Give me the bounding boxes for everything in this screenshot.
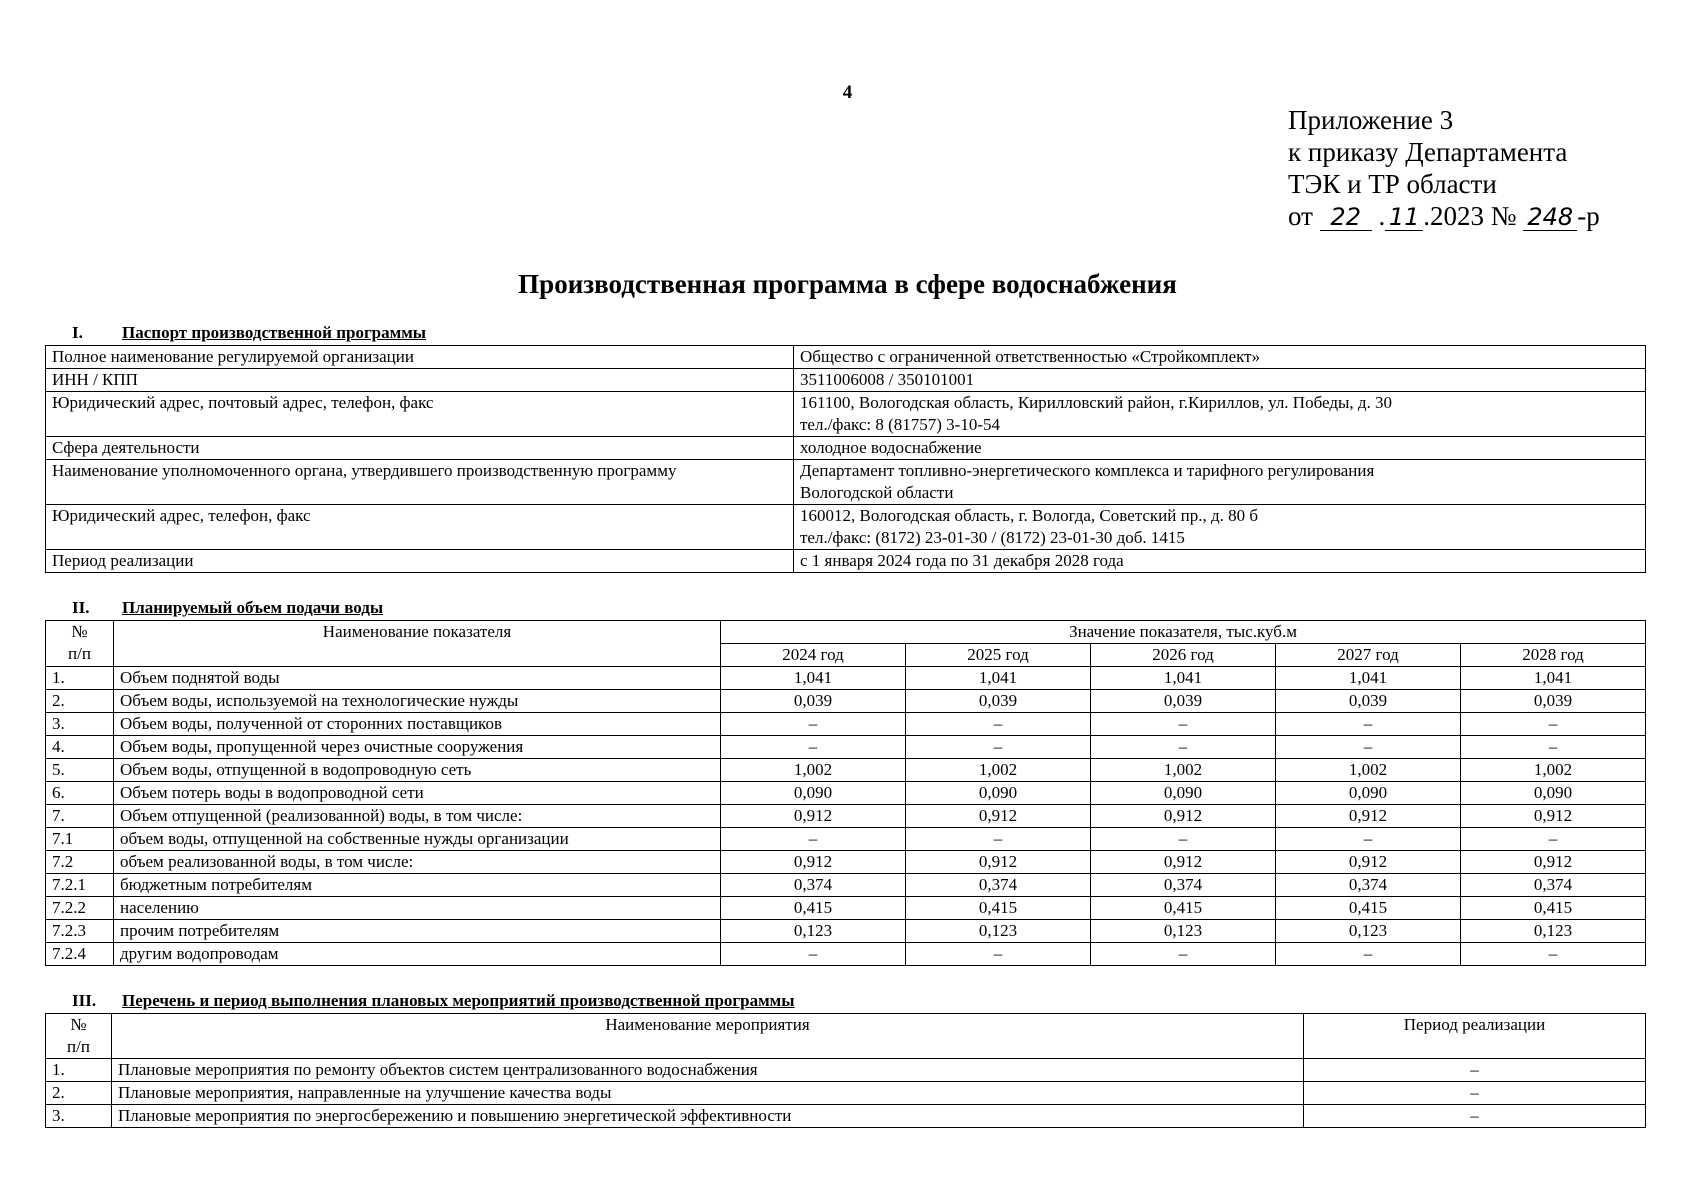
row-value: 0,374 — [1276, 874, 1461, 897]
row-value: 0,039 — [721, 690, 906, 713]
passport-value-line1: 160012, Вологодская область, г. Вологда, Советский пр., д. 80 б — [800, 506, 1259, 525]
row-indicator-name: Объем воды, используемой на технологические нужды — [114, 690, 721, 713]
row-value: – — [721, 943, 906, 966]
col-header-number — [46, 621, 114, 667]
table-row — [46, 1082, 1646, 1105]
handwritten-number: 248 — [1523, 204, 1577, 231]
row-value: 0,374 — [1461, 874, 1646, 897]
table-row — [46, 782, 1646, 805]
row-value: 0,912 — [1091, 805, 1276, 828]
row-number: 6. — [46, 782, 114, 805]
row-value: 0,090 — [1461, 782, 1646, 805]
table-row — [46, 759, 1646, 782]
measures-col-period: Период реализации — [1304, 1014, 1646, 1059]
passport-row — [46, 437, 1646, 460]
measure-number: 2. — [46, 1082, 112, 1105]
row-value: 0,912 — [906, 805, 1091, 828]
row-value: 1,002 — [906, 759, 1091, 782]
col-header-year: 2028 год — [1461, 644, 1646, 667]
row-value: – — [1461, 713, 1646, 736]
row-value: 0,912 — [721, 805, 906, 828]
row-indicator-name: населению — [114, 897, 721, 920]
row-value: 1,002 — [721, 759, 906, 782]
row-indicator-name: Объем поднятой воды — [114, 667, 721, 690]
passport-value — [794, 346, 1646, 369]
row-indicator-name: объем реализованной воды, в том числе: — [114, 851, 721, 874]
section-3-number: III. — [72, 991, 97, 1010]
row-value: 0,912 — [1091, 851, 1276, 874]
row-value: 0,039 — [1276, 690, 1461, 713]
passport-label: Сфера деятельности — [46, 437, 794, 460]
col-header-number-line1: № — [71, 622, 88, 641]
row-value: 1,041 — [1461, 667, 1646, 690]
passport-value — [794, 460, 1646, 505]
section-3-title: Перечень и период выполнения плановых мероприятий производственной программы — [122, 991, 795, 1010]
row-value: – — [1276, 943, 1461, 966]
row-number: 5. — [46, 759, 114, 782]
measure-period: – — [1304, 1059, 1646, 1082]
passport-value — [794, 505, 1646, 550]
passport-label: Наименование уполномоченного органа, утвердившего производственную программу — [46, 460, 794, 505]
volume-header-row — [46, 621, 1646, 644]
table-row — [46, 690, 1646, 713]
passport-value-line1: Общество с ограниченной ответственностью «Стройкомплект» — [800, 347, 1261, 366]
row-value: 0,912 — [1461, 805, 1646, 828]
passport-value-line2: тел./факс: 8 (81757) 3-10-54 — [800, 415, 1000, 434]
passport-label: Юридический адрес, телефон, факс — [46, 505, 794, 550]
section-1-heading — [72, 323, 426, 343]
row-value: – — [906, 943, 1091, 966]
col-header-year: 2024 год — [721, 644, 906, 667]
passport-row — [46, 460, 1646, 505]
row-value: 0,415 — [1276, 897, 1461, 920]
section-2-heading — [72, 598, 383, 618]
passport-value-line1: холодное водоснабжение — [800, 438, 982, 457]
handwritten-day: 22 — [1320, 204, 1372, 231]
row-value: 0,912 — [1276, 851, 1461, 874]
row-value: – — [1091, 736, 1276, 759]
date-prefix: от — [1288, 201, 1313, 231]
row-number: 7.2.4 — [46, 943, 114, 966]
row-value: 0,374 — [721, 874, 906, 897]
row-value: 0,090 — [1091, 782, 1276, 805]
row-number: 7.2 — [46, 851, 114, 874]
section-1-number: I. — [72, 323, 83, 342]
row-value: – — [1276, 736, 1461, 759]
measure-name: Плановые мероприятия, направленные на улучшение качества воды — [112, 1082, 1304, 1105]
row-value: 0,090 — [1276, 782, 1461, 805]
section-1-title: Паспорт производственной программы — [122, 323, 427, 342]
passport-label: Юридический адрес, почтовый адрес, телефон, факс — [46, 392, 794, 437]
date-year: .2023 № — [1423, 201, 1517, 231]
row-value: 1,002 — [1091, 759, 1276, 782]
water-volume-table — [45, 620, 1646, 966]
passport-row — [46, 392, 1646, 437]
row-value: 0,912 — [1461, 851, 1646, 874]
row-value: 0,039 — [906, 690, 1091, 713]
row-value: 0,039 — [1091, 690, 1276, 713]
passport-value — [794, 437, 1646, 460]
document-title: Производственная программа в сфере водоснабжения — [518, 269, 1177, 299]
passport-row — [46, 346, 1646, 369]
row-value: 1,041 — [721, 667, 906, 690]
table-row — [46, 897, 1646, 920]
passport-value — [794, 392, 1646, 437]
passport-label: Полное наименование регулируемой организации — [46, 346, 794, 369]
row-indicator-name: Объем воды, отпущенной в водопроводную сеть — [114, 759, 721, 782]
measures-col-number-line2: п/п — [67, 1037, 90, 1056]
measures-col-number-line1: № — [70, 1015, 87, 1034]
appendix-line-1: Приложение 3 — [1288, 105, 1454, 135]
table-row — [46, 920, 1646, 943]
row-indicator-name: прочим потребителям — [114, 920, 721, 943]
passport-row — [46, 550, 1646, 573]
row-value: – — [1091, 943, 1276, 966]
row-value: 1,002 — [1276, 759, 1461, 782]
row-value: 0,039 — [1461, 690, 1646, 713]
measure-period: – — [1304, 1105, 1646, 1128]
measures-col-number — [46, 1014, 112, 1059]
measure-name: Плановые мероприятия по ремонту объектов систем централизованного водоснабжения — [112, 1059, 1304, 1082]
row-number: 7. — [46, 805, 114, 828]
row-number: 7.2.1 — [46, 874, 114, 897]
table-row — [46, 736, 1646, 759]
row-value: – — [906, 828, 1091, 851]
row-value: 1,002 — [1461, 759, 1646, 782]
passport-value-line1: с 1 января 2024 года по 31 декабря 2028 года — [800, 551, 1124, 570]
passport-label: Период реализации — [46, 550, 794, 573]
col-header-values: Значение показателя, тыс.куб.м — [721, 621, 1646, 644]
appendix-block — [1288, 104, 1600, 232]
row-value: – — [721, 828, 906, 851]
measure-period: – — [1304, 1082, 1646, 1105]
row-indicator-name: другим водопроводам — [114, 943, 721, 966]
table-row — [46, 943, 1646, 966]
row-number: 4. — [46, 736, 114, 759]
section-2-title: Планируемый объем подачи воды — [122, 598, 384, 617]
row-value: – — [1461, 736, 1646, 759]
row-value: – — [906, 713, 1091, 736]
row-indicator-name: Объем потерь воды в водопроводной сети — [114, 782, 721, 805]
measure-number: 3. — [46, 1105, 112, 1128]
table-row — [46, 851, 1646, 874]
row-value: – — [1091, 828, 1276, 851]
passport-label: ИНН / КПП — [46, 369, 794, 392]
row-indicator-name: объем воды, отпущенной на собственные нужды организации — [114, 828, 721, 851]
order-suffix: -р — [1577, 201, 1600, 231]
row-value: 0,415 — [1461, 897, 1646, 920]
passport-value-line2: Вологодской области — [800, 483, 954, 502]
row-value: 1,041 — [1276, 667, 1461, 690]
col-header-number-line2: п/п — [68, 644, 91, 663]
section-3-heading — [72, 991, 795, 1011]
row-value: 0,912 — [721, 851, 906, 874]
table-row — [46, 1059, 1646, 1082]
passport-row — [46, 369, 1646, 392]
row-indicator-name: бюджетным потребителям — [114, 874, 721, 897]
row-value: – — [721, 736, 906, 759]
row-value: – — [721, 713, 906, 736]
appendix-date-line — [1288, 200, 1600, 232]
passport-table — [45, 345, 1646, 573]
passport-row — [46, 505, 1646, 550]
row-value: 0,090 — [906, 782, 1091, 805]
passport-value-line1: Департамент топливно-энергетического комплекса и тарифного регулирования — [800, 461, 1375, 480]
row-value: 0,090 — [721, 782, 906, 805]
row-value: 0,415 — [1091, 897, 1276, 920]
row-value: 0,374 — [906, 874, 1091, 897]
col-header-year: 2025 год — [906, 644, 1091, 667]
page-number: 4 — [842, 82, 853, 103]
col-header-indicator: Наименование показателя — [114, 621, 721, 667]
row-value: 0,123 — [1461, 920, 1646, 943]
row-value: 0,374 — [1091, 874, 1276, 897]
table-row — [46, 828, 1646, 851]
row-value: 0,123 — [721, 920, 906, 943]
measure-number: 1. — [46, 1059, 112, 1082]
table-row — [46, 874, 1646, 897]
row-value: – — [1276, 828, 1461, 851]
row-indicator-name: Объем отпущенной (реализованной) воды, в том числе: — [114, 805, 721, 828]
row-value: 1,041 — [1091, 667, 1276, 690]
row-number: 3. — [46, 713, 114, 736]
measure-name: Плановые мероприятия по энергосбережению и повышению энергетической эффективности — [112, 1105, 1304, 1128]
col-header-year: 2027 год — [1276, 644, 1461, 667]
row-number: 1. — [46, 667, 114, 690]
row-indicator-name: Объем воды, пропущенной через очистные сооружения — [114, 736, 721, 759]
row-value: 0,123 — [1276, 920, 1461, 943]
passport-value — [794, 369, 1646, 392]
measures-table — [45, 1013, 1646, 1128]
measures-header-row — [46, 1014, 1646, 1059]
row-number: 7.1 — [46, 828, 114, 851]
handwritten-month: 11 — [1385, 204, 1423, 231]
row-value: – — [1461, 828, 1646, 851]
row-value: – — [1091, 713, 1276, 736]
row-value: 0,415 — [906, 897, 1091, 920]
row-value: – — [1276, 713, 1461, 736]
date-dot: . — [1378, 201, 1386, 231]
table-row — [46, 805, 1646, 828]
appendix-line-3: ТЭК и ТР области — [1288, 169, 1497, 199]
appendix-line-2: к приказу Департамента — [1288, 137, 1568, 167]
row-value: 0,912 — [1276, 805, 1461, 828]
table-row — [46, 667, 1646, 690]
passport-value-line1: 161100, Вологодская область, Кирилловский район, г.Кириллов, ул. Победы, д. 30 — [800, 393, 1393, 412]
passport-value — [794, 550, 1646, 573]
row-value: – — [1461, 943, 1646, 966]
row-indicator-name: Объем воды, полученной от сторонних поставщиков — [114, 713, 721, 736]
table-row — [46, 713, 1646, 736]
passport-value-line1: 3511006008 / 350101001 — [800, 370, 975, 389]
row-number: 7.2.2 — [46, 897, 114, 920]
row-value: 0,123 — [906, 920, 1091, 943]
row-value: 0,123 — [1091, 920, 1276, 943]
measures-col-name: Наименование мероприятия — [112, 1014, 1304, 1059]
row-number: 2. — [46, 690, 114, 713]
row-value: 1,041 — [906, 667, 1091, 690]
row-number: 7.2.3 — [46, 920, 114, 943]
row-value: – — [906, 736, 1091, 759]
col-header-year: 2026 год — [1091, 644, 1276, 667]
passport-value-line2: тел./факс: (8172) 23-01-30 / (8172) 23-01-30 доб. 1415 — [800, 528, 1185, 547]
table-row — [46, 1105, 1646, 1128]
row-value: 0,415 — [721, 897, 906, 920]
section-2-number: II. — [72, 598, 90, 617]
row-value: 0,912 — [906, 851, 1091, 874]
